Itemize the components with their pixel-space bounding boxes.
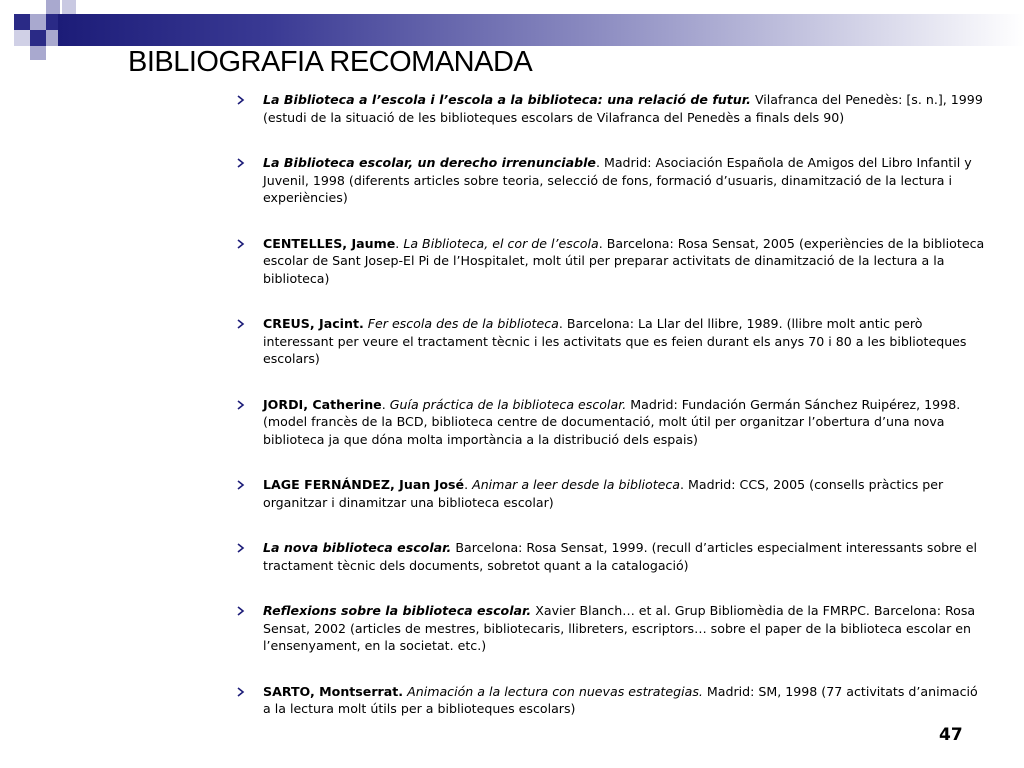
entry-details: . Madrid: CCS, 2005 (consells pràctics per organitzar i dinamitzar una biblioteca escolar) xyxy=(263,477,944,510)
entry-text xyxy=(263,539,988,574)
entry-details: Xavier Blanch… et al. Grup Bibliomèdia de la FMRPC. Barcelona: Rosa Sensat, 2002 (articles de mestres, bibliotecaris, llibreters, escriptors… sobre el paper de la biblioteca escolar en l’ensenyament, en la societat. etc.) xyxy=(263,603,976,653)
page-title: BIBLIOGRAFIA RECOMANADA xyxy=(128,46,533,78)
entry-title: La nova biblioteca escolar. xyxy=(263,540,452,555)
entry-author: CENTELLES, Jaume xyxy=(263,235,396,251)
list-item xyxy=(236,91,988,126)
entry-details: Madrid: SM, 1998 (77 activitats d’animació a la lectura molt útils per a biblioteques escolars) xyxy=(263,683,978,716)
entry-title: Reflexions sobre la biblioteca escolar. xyxy=(263,603,532,618)
deco-square xyxy=(46,0,60,14)
page-number: 47 xyxy=(939,725,963,745)
header-gradient-bar xyxy=(58,14,1024,46)
entry-details: . Barcelona: La Llar del llibre, 1989. (llibre molt antic però interessant per veure el tractament tècnic i les activitats que es feien durant els anys 70 i 80 a les biblioteques escolars) xyxy=(263,316,967,366)
bibliography-list xyxy=(236,91,988,718)
entry-work: La Biblioteca, el cor de l’escola xyxy=(403,235,599,251)
chevron-right-icon xyxy=(236,543,246,553)
entry-work: Animar a leer desde la biblioteca xyxy=(472,477,681,492)
list-item xyxy=(236,315,988,368)
list-item xyxy=(236,539,988,574)
deco-square xyxy=(14,30,30,46)
entry-text: CENTELLES, Jaume. La Biblioteca, el cor de l’escola. Barcelona: Rosa Sensat, 2005 (experiències de la biblioteca escolar de Sant Josep-El Pi de l’Hospitalet, molt útil per preparar activitats de dinamització de la lectura a la biblioteca) xyxy=(263,235,985,286)
list-item xyxy=(236,602,988,655)
chevron-right-icon xyxy=(236,239,246,249)
entry-text: LAGE FERNÁNDEZ, Juan José. Animar a leer desde la biblioteca. Madrid: CCS, 2005 (consells pràctics per organitzar i dinamitzar una biblioteca escolar) xyxy=(263,477,944,510)
entry-work: Animación a la lectura con nuevas estrategias. xyxy=(407,683,703,699)
list-item xyxy=(236,476,988,511)
entry-text xyxy=(263,602,988,655)
chevron-right-icon xyxy=(236,606,246,616)
entry-title: La Biblioteca a l’escola i l’escola a la biblioteca: una relació de futur. xyxy=(263,92,751,107)
chevron-right-icon xyxy=(236,95,246,105)
entry-text xyxy=(263,154,988,207)
entry-text: JORDI, Catherine. Guía práctica de la biblioteca escolar. Madrid: Fundación Germán Sánchez Ruipérez, 1998. (model francès de la BCD, biblioteca centre de documentació, molt útil per organitzar l’obertura d’una nova biblioteca ja que dóna molta importància a la distribució dels espais) xyxy=(263,396,961,447)
entry-author: JORDI, Catherine xyxy=(263,396,382,412)
deco-square xyxy=(30,46,46,60)
list-item xyxy=(236,396,988,449)
entry-author: CREUS, Jacint. xyxy=(263,316,364,331)
list-item xyxy=(236,154,988,207)
chevron-right-icon xyxy=(236,319,246,329)
chevron-right-icon xyxy=(236,480,246,490)
entry-text xyxy=(263,683,988,718)
list-item xyxy=(236,683,988,718)
chevron-right-icon xyxy=(236,158,246,168)
entry-author: SARTO, Montserrat. xyxy=(263,683,404,699)
entry-details: Vilafranca del Penedès: [s. n.], 1999 (estudi de la situació de les biblioteques escolars de Vilafranca del Penedès a finals dels 90) xyxy=(263,92,983,125)
entry-text xyxy=(263,315,988,368)
entry-title: La Biblioteca escolar, un derecho irrenunciable xyxy=(263,155,596,170)
entry-details: . Barcelona: Rosa Sensat, 2005 (experiències de la biblioteca escolar de Sant Josep-El Pi de l’Hospitalet, molt útil per preparar activitats de dinamització de la lectura a la biblioteca) xyxy=(263,235,985,286)
entry-work: Guía práctica de la biblioteca escolar. xyxy=(389,396,627,412)
chevron-right-icon xyxy=(236,687,246,697)
deco-square xyxy=(30,14,46,30)
entry-details: Barcelona: Rosa Sensat, 1999. (recull d’articles especialment interessants sobre el tractament tècnic dels documents, sobretot quant a la catalogació) xyxy=(263,540,978,573)
chevron-right-icon xyxy=(236,400,246,410)
entry-details: . Madrid: Asociación Española de Amigos del Libro Infantil y Juvenil, 1998 (diferents articles sobre teoria, selecció de fons, formació d’usuaris, dinamització de la lectura i experiències) xyxy=(263,155,972,205)
deco-square xyxy=(30,30,46,46)
entry-author: LAGE FERNÁNDEZ, Juan José xyxy=(263,477,465,492)
list-item xyxy=(236,235,988,288)
deco-square xyxy=(14,14,30,30)
deco-square xyxy=(62,0,76,14)
entry-work: Fer escola des de la biblioteca xyxy=(367,316,559,331)
entry-details: Madrid: Fundación Germán Sánchez Ruipérez, 1998. (model francès de la BCD, biblioteca centre de documentació, molt útil per organitzar l’obertura d’una nova biblioteca ja que dóna molta importància a la distribució dels espais) xyxy=(263,396,961,447)
entry-text xyxy=(263,91,988,126)
